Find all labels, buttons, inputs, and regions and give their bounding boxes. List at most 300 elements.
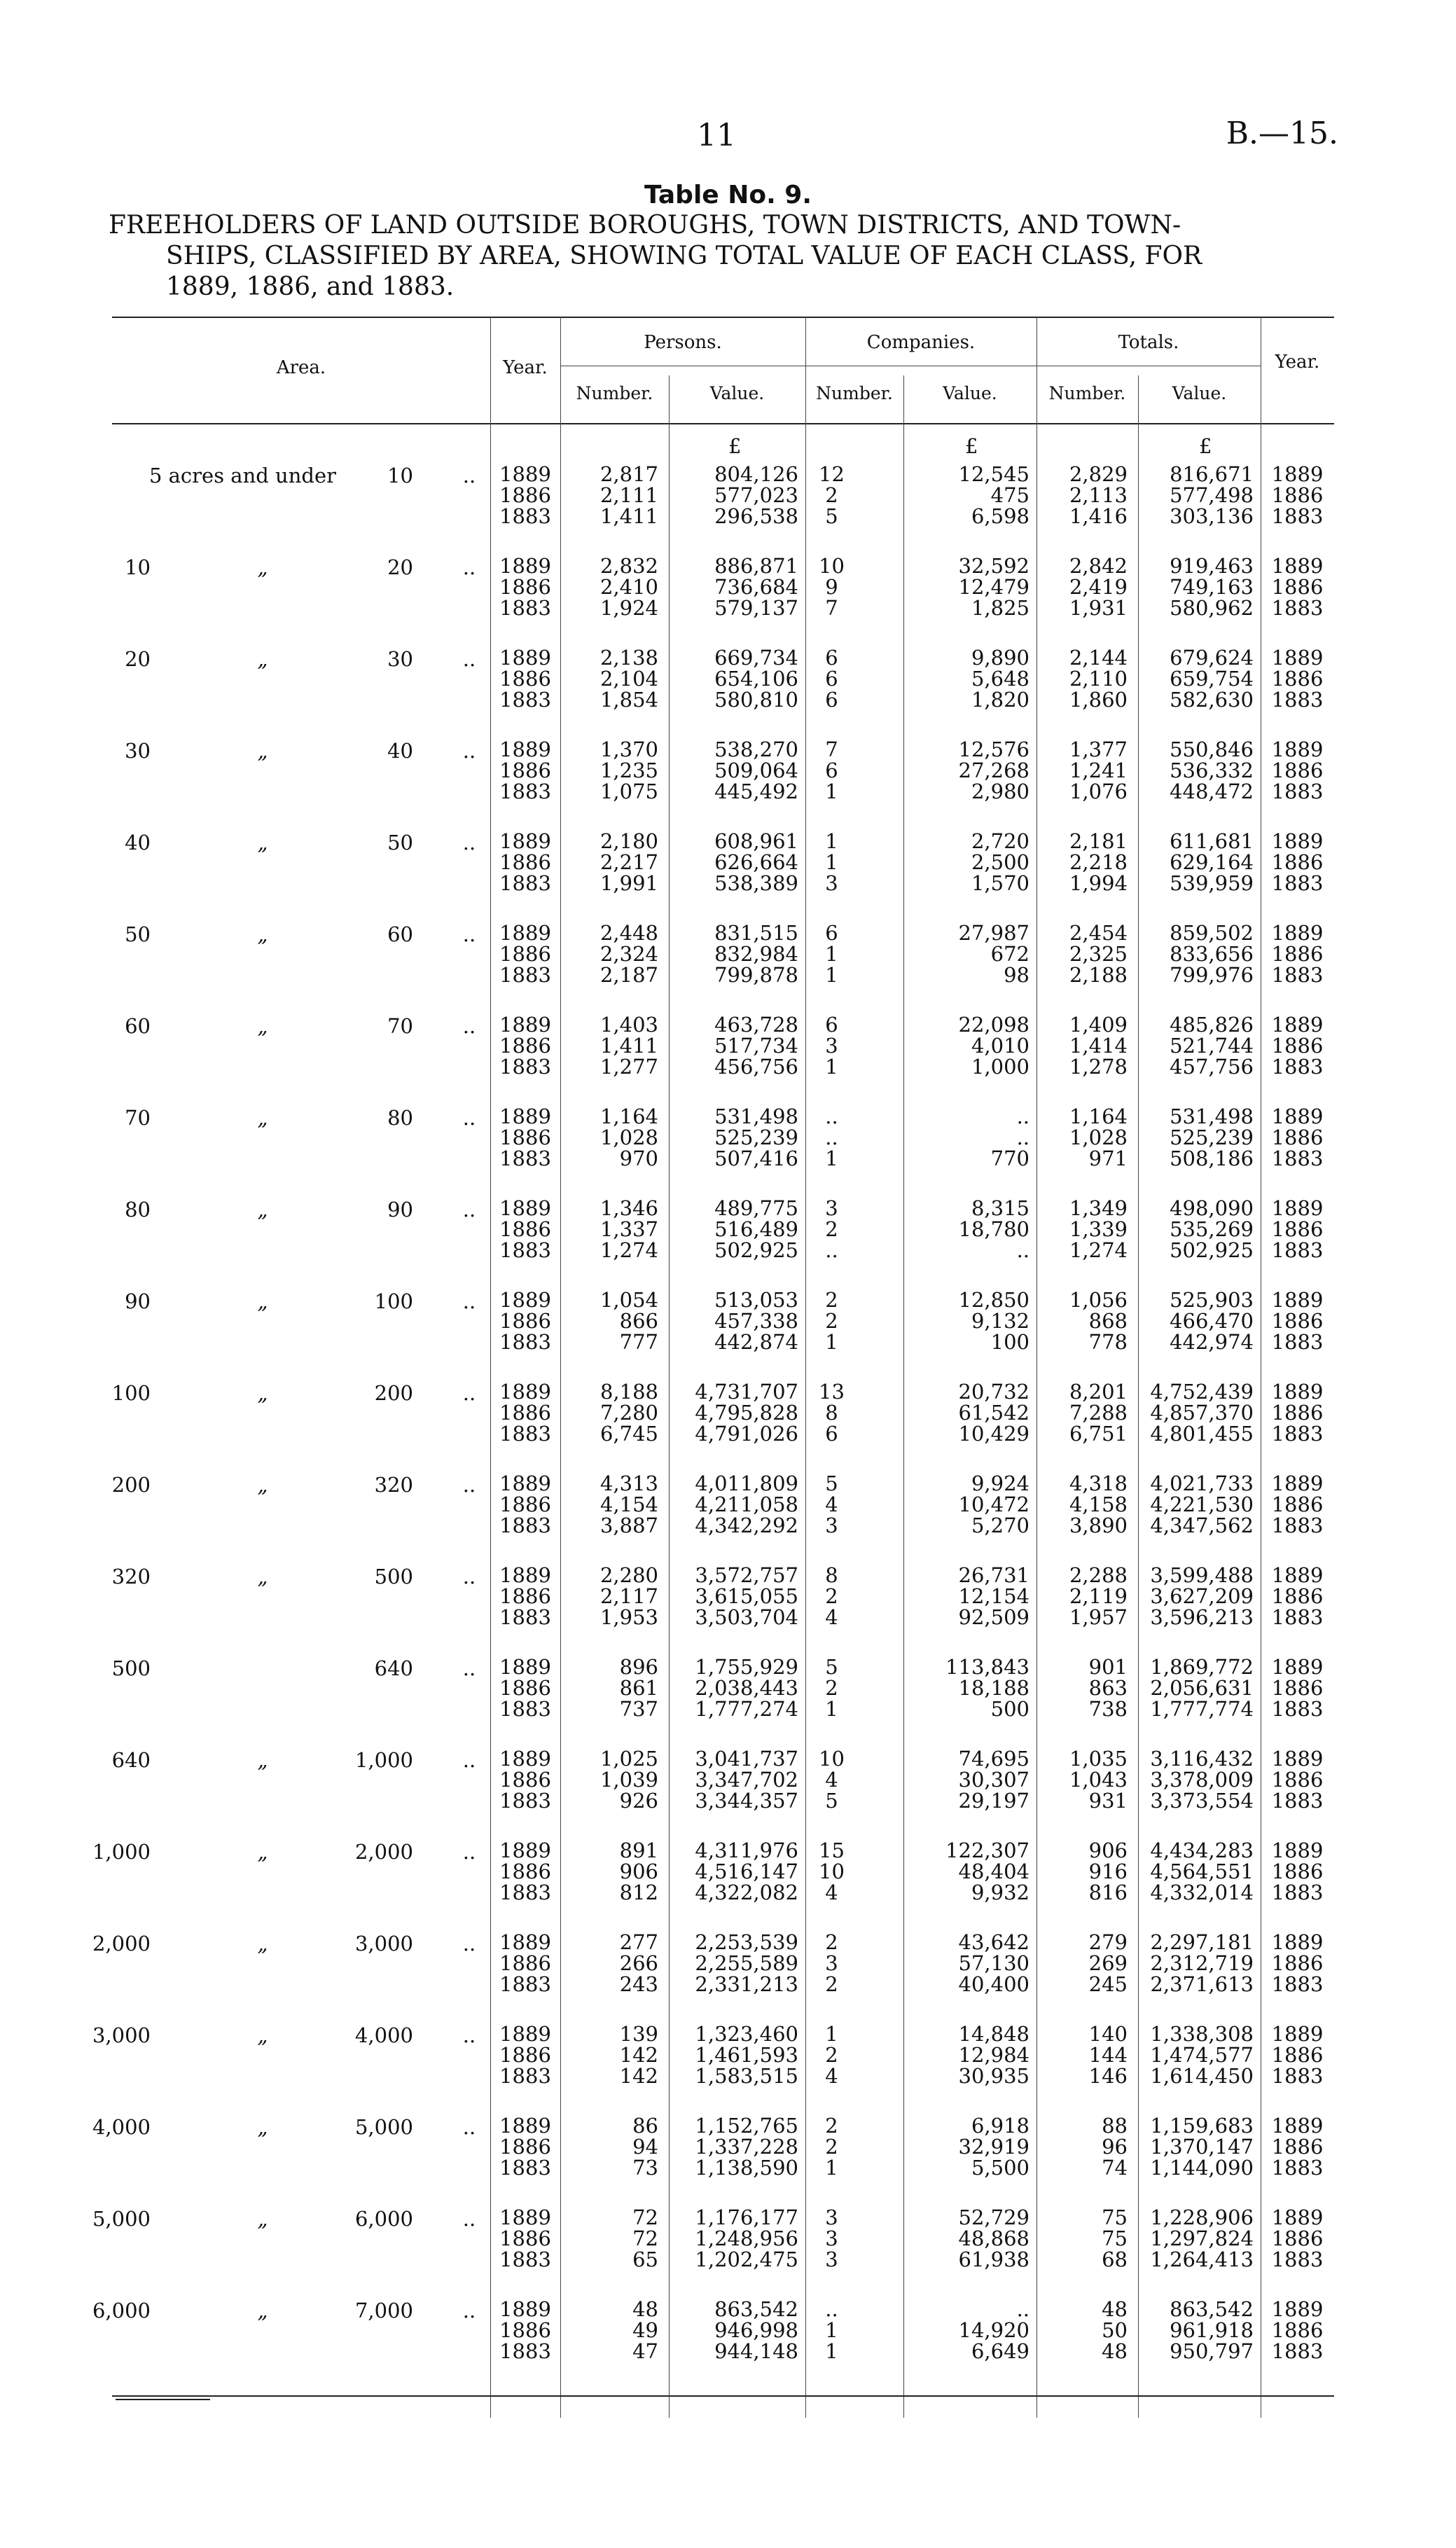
year-cell: 1883 — [499, 1881, 551, 1904]
totals-number-cell: 1,278 — [1069, 1055, 1128, 1079]
table-row-group — [92, 1930, 1334, 1996]
persons-value-column — [669, 647, 798, 710]
table-top-rule — [112, 317, 1334, 318]
leader-dots: .. — [462, 1932, 476, 1955]
year-cell: 1883 — [499, 1697, 551, 1721]
year-cell: 1886 — [499, 2043, 551, 2067]
persons-value-cell: 4,795,828 — [695, 1401, 798, 1425]
year-cell: 1889 — [499, 1105, 551, 1128]
year-right-cell: 1883 — [1271, 2339, 1324, 2363]
persons-value-cell: 3,615,055 — [695, 1584, 798, 1608]
companies-number-cell: 2 — [825, 2043, 838, 2067]
header-year-right: Year. — [1275, 352, 1320, 373]
persons-value-cell: 1,176,177 — [695, 2206, 798, 2229]
companies-number-cell: 6 — [825, 1013, 838, 1037]
leader-dots: .. — [462, 1473, 476, 1497]
companies-value-cell: 48,868 — [958, 2227, 1029, 2250]
year-right-column — [1261, 1198, 1334, 1261]
totals-number-cell: 2,218 — [1069, 850, 1128, 874]
persons-number-cell: 7,280 — [599, 1401, 658, 1425]
companies-value-cell: 27,987 — [958, 921, 1029, 945]
totals-value-cell: 4,752,439 — [1150, 1380, 1254, 1404]
totals-value-column — [1138, 2115, 1254, 2178]
totals-value-cell: 863,542 — [1170, 2297, 1254, 2321]
year-column — [490, 1106, 560, 1169]
companies-number-cell: 6 — [825, 688, 838, 712]
year-cell: 1886 — [499, 483, 551, 507]
area-ditto-mark: „ — [257, 1840, 268, 1864]
area-ditto-mark: „ — [257, 1473, 268, 1497]
persons-number-cell: 65 — [632, 2248, 658, 2271]
companies-value-cell: 30,307 — [958, 1768, 1029, 1792]
header-totals-number: Number. — [1048, 383, 1126, 403]
companies-number-cell: 4 — [825, 1493, 838, 1516]
leader-dots: .. — [462, 1381, 476, 1405]
area-to: 3,000 — [354, 1932, 413, 1955]
year-cell: 1889 — [499, 2022, 551, 2046]
year-right-cell: 1889 — [1271, 829, 1324, 853]
companies-number-cell: 3 — [825, 1951, 838, 1975]
companies-value-cell: 10,472 — [958, 1493, 1029, 1516]
companies-number-column — [805, 1106, 858, 1169]
companies-value-cell: 61,542 — [958, 1401, 1029, 1425]
companies-number-cell: 8 — [825, 1401, 838, 1425]
area-from: 200 — [111, 1473, 151, 1497]
table-row-group — [112, 1289, 1334, 1352]
companies-number-cell: 2 — [825, 1972, 838, 1996]
totals-number-cell: 738 — [1088, 1697, 1128, 1721]
totals-number-column — [1036, 1932, 1128, 1995]
persons-value-cell: 1,152,765 — [695, 2114, 798, 2138]
totals-number-column — [1036, 2115, 1128, 2178]
persons-number-cell: 1,953 — [599, 1605, 658, 1629]
persons-number-cell: 1,403 — [599, 1013, 658, 1037]
persons-number-cell: 1,075 — [599, 780, 658, 803]
area-to: 50 — [387, 831, 413, 854]
persons-value-column — [669, 1565, 798, 1628]
year-right-cell: 1886 — [1271, 1401, 1324, 1425]
area-from: 5,000 — [92, 2207, 151, 2231]
totals-number-column — [1036, 1014, 1128, 1077]
year-column — [490, 1932, 560, 1995]
companies-value-cell: 27,268 — [958, 759, 1029, 782]
companies-value-cell: .. — [1016, 2297, 1029, 2321]
totals-number-cell: 1,416 — [1069, 504, 1128, 528]
year-right-cell: 1883 — [1271, 596, 1324, 620]
totals-number-cell: 3,890 — [1069, 1514, 1128, 1537]
area-from: 5 acres and under — [148, 464, 336, 487]
totals-value-cell: 679,624 — [1170, 646, 1254, 670]
totals-value-cell: 577,498 — [1170, 483, 1254, 507]
persons-number-cell: 2,832 — [599, 554, 658, 578]
area-from: 60 — [125, 1014, 151, 1038]
persons-number-cell: 94 — [632, 2135, 658, 2159]
totals-value-cell: 580,962 — [1170, 596, 1254, 620]
year-right-column — [1261, 2115, 1334, 2178]
table-row-group — [112, 922, 1334, 985]
year-right-column — [1261, 1565, 1334, 1628]
companies-value-cell: 122,307 — [945, 1839, 1029, 1862]
totals-value-column — [1138, 2299, 1254, 2362]
leader-dots: .. — [462, 739, 476, 763]
persons-value-cell: 804,126 — [714, 462, 798, 486]
totals-number-column — [1036, 464, 1128, 527]
totals-value-cell: 950,797 — [1170, 2339, 1254, 2363]
year-column — [490, 1198, 560, 1261]
companies-number-column — [805, 1289, 858, 1352]
area-to: 2,000 — [354, 1840, 413, 1864]
area-from: 50 — [125, 922, 151, 946]
companies-value-cell: 26,731 — [958, 1563, 1029, 1587]
persons-value-cell: 736,684 — [714, 575, 798, 599]
year-right-cell: 1886 — [1271, 1126, 1324, 1149]
companies-value-column — [903, 1840, 1029, 1903]
totals-value-cell: 2,371,613 — [1150, 1972, 1254, 1996]
year-cell: 1886 — [499, 759, 551, 782]
year-right-cell: 1883 — [1271, 871, 1324, 895]
totals-value-cell: 919,463 — [1170, 554, 1254, 578]
persons-number-cell: 1,346 — [599, 1196, 658, 1220]
companies-value-cell: 40,400 — [958, 1972, 1029, 1996]
totals-number-column — [1036, 1565, 1128, 1628]
companies-value-cell: 12,154 — [958, 1584, 1029, 1608]
header-totals: Totals. — [1118, 332, 1179, 353]
persons-number-cell: 891 — [619, 1839, 658, 1862]
year-cell: 1883 — [499, 2339, 551, 2363]
totals-number-cell: 146 — [1088, 2064, 1128, 2088]
totals-value-cell: 457,756 — [1170, 1055, 1254, 1079]
persons-number-cell: 2,324 — [599, 942, 658, 966]
companies-value-cell: 92,509 — [958, 1605, 1029, 1629]
totals-number-cell: 1,957 — [1069, 1605, 1128, 1629]
leader-dots: .. — [462, 1748, 476, 1772]
leader-dots: .. — [462, 555, 476, 579]
totals-number-cell: 48 — [1102, 2297, 1128, 2321]
persons-number-column — [560, 1381, 658, 1444]
year-right-column — [1261, 2023, 1334, 2086]
totals-value-cell: 961,918 — [1170, 2318, 1254, 2342]
area-to: 100 — [374, 1289, 413, 1313]
totals-value-cell: 536,332 — [1170, 759, 1254, 782]
persons-value-column — [669, 2115, 798, 2178]
companies-number-cell: 1 — [825, 2022, 838, 2046]
totals-number-cell: 778 — [1088, 1330, 1128, 1354]
currency-companies: £ — [965, 434, 978, 458]
area-from: 1,000 — [92, 1840, 151, 1864]
year-right-column — [1261, 464, 1334, 527]
leader-dots: .. — [462, 464, 476, 487]
companies-number-cell: 5 — [825, 1655, 838, 1679]
table-row-group — [92, 2114, 1334, 2180]
totals-number-cell: 88 — [1102, 2114, 1128, 2138]
year-right-column — [1261, 1106, 1334, 1169]
companies-value-cell: 32,592 — [958, 554, 1029, 578]
persons-number-cell: 86 — [632, 2114, 658, 2138]
year-cell: 1883 — [499, 1422, 551, 1446]
companies-value-cell: 57,130 — [958, 1951, 1029, 1975]
year-cell: 1889 — [499, 2297, 551, 2321]
companies-value-cell: 2,720 — [971, 829, 1029, 853]
companies-value-cell: 5,270 — [971, 1514, 1029, 1537]
area-ditto-mark: „ — [257, 1565, 268, 1588]
totals-value-cell: 2,056,631 — [1150, 1676, 1254, 1700]
year-column — [490, 1565, 560, 1628]
companies-value-cell: 1,820 — [971, 688, 1029, 712]
header-persons: Persons. — [644, 332, 722, 353]
companies-number-column — [805, 1014, 858, 1077]
persons-value-cell: 445,492 — [714, 780, 798, 803]
persons-number-cell: 277 — [619, 1930, 658, 1954]
totals-value-cell: 4,857,370 — [1150, 1401, 1254, 1425]
year-right-cell: 1886 — [1271, 942, 1324, 966]
persons-number-column — [560, 1198, 658, 1261]
persons-value-column — [669, 739, 798, 802]
persons-number-cell: 970 — [619, 1147, 658, 1170]
companies-number-column — [805, 739, 858, 802]
companies-value-column — [903, 1748, 1029, 1811]
persons-value-cell: 3,572,757 — [695, 1563, 798, 1587]
persons-number-column — [560, 2299, 658, 2362]
companies-value-cell: 30,935 — [958, 2064, 1029, 2088]
companies-value-cell: 500 — [990, 1697, 1029, 1721]
year-cell: 1883 — [499, 688, 551, 712]
year-cell: 1886 — [499, 2318, 551, 2342]
totals-number-cell: 1,241 — [1069, 759, 1128, 782]
companies-number-column — [805, 2299, 858, 2362]
persons-number-cell: 2,448 — [599, 921, 658, 945]
companies-value-column — [903, 1932, 1029, 1995]
area-to: 70 — [387, 1014, 413, 1038]
persons-value-cell: 3,041,737 — [695, 1747, 798, 1771]
persons-number-cell: 896 — [619, 1655, 658, 1679]
year-cell: 1883 — [499, 1789, 551, 1813]
year-cell: 1889 — [499, 2114, 551, 2138]
companies-value-column — [903, 1473, 1029, 1536]
year-right-cell: 1886 — [1271, 1951, 1324, 1975]
year-cell: 1886 — [499, 1217, 551, 1241]
totals-value-cell: 3,599,488 — [1150, 1563, 1254, 1587]
year-cell: 1886 — [499, 667, 551, 691]
persons-value-cell: 538,389 — [714, 871, 798, 895]
companies-number-cell: 5 — [825, 1789, 838, 1813]
totals-number-column — [1036, 2207, 1128, 2270]
companies-value-cell: 5,648 — [971, 667, 1029, 691]
area-to: 200 — [374, 1381, 413, 1405]
companies-number-cell: 1 — [825, 2156, 838, 2180]
year-right-cell: 1889 — [1271, 1380, 1324, 1404]
totals-value-cell: 1,370,147 — [1150, 2135, 1254, 2159]
totals-value-cell: 1,474,577 — [1150, 2043, 1254, 2067]
leader-dots: .. — [462, 2115, 476, 2139]
persons-number-column — [560, 1014, 658, 1077]
companies-value-cell: 10,429 — [958, 1422, 1029, 1446]
companies-number-cell: 1 — [825, 780, 838, 803]
totals-number-cell: 279 — [1088, 1930, 1128, 1954]
totals-number-column — [1036, 1381, 1128, 1444]
totals-number-cell: 4,318 — [1069, 1472, 1128, 1495]
year-right-cell: 1886 — [1271, 575, 1324, 599]
year-right-column — [1261, 1014, 1334, 1077]
persons-number-cell: 926 — [619, 1789, 658, 1813]
totals-value-column — [1138, 647, 1254, 710]
year-cell: 1889 — [499, 1472, 551, 1495]
companies-number-cell: 1 — [825, 1697, 838, 1721]
year-right-cell: 1889 — [1271, 462, 1324, 486]
companies-value-cell: 18,188 — [958, 1676, 1029, 1700]
area-to: 30 — [387, 647, 413, 671]
companies-value-cell: 20,732 — [958, 1380, 1029, 1404]
persons-value-cell: 296,538 — [714, 504, 798, 528]
persons-value-column — [669, 1381, 798, 1444]
year-column — [490, 647, 560, 710]
persons-number-cell: 2,217 — [599, 850, 658, 874]
companies-number-column — [805, 647, 858, 710]
companies-value-cell: 113,843 — [945, 1655, 1029, 1679]
totals-number-cell: 2,181 — [1069, 829, 1128, 853]
year-cell: 1886 — [499, 1034, 551, 1058]
persons-value-cell: 669,734 — [714, 646, 798, 670]
area-to: 40 — [387, 739, 413, 763]
companies-value-cell: 9,924 — [971, 1472, 1029, 1495]
companies-value-column — [903, 1565, 1029, 1628]
year-cell: 1889 — [499, 462, 551, 486]
area-to: 20 — [387, 555, 413, 579]
totals-number-column — [1036, 1748, 1128, 1811]
companies-value-cell: 9,932 — [971, 1881, 1029, 1904]
table-row-group — [112, 1473, 1334, 1536]
totals-number-cell: 6,751 — [1069, 1422, 1128, 1446]
persons-number-cell: 737 — [619, 1697, 658, 1721]
area-from: 640 — [111, 1748, 151, 1772]
year-right-cell: 1883 — [1271, 1972, 1324, 1996]
table-row-group — [112, 647, 1334, 710]
table-row-group — [92, 2022, 1334, 2088]
area-to: 60 — [387, 922, 413, 946]
header-persons-value: Value. — [709, 383, 765, 403]
companies-value-column — [903, 2115, 1029, 2178]
totals-value-cell: 3,373,554 — [1150, 1789, 1254, 1813]
companies-number-cell: 10 — [819, 1860, 845, 1883]
totals-number-cell: 144 — [1088, 2043, 1128, 2067]
companies-number-column — [805, 922, 858, 985]
year-right-column — [1261, 1656, 1334, 1719]
persons-value-cell: 4,342,292 — [695, 1514, 798, 1537]
companies-value-cell: 6,649 — [971, 2339, 1029, 2363]
caption-line-1: FREEHOLDERS OF LAND OUTSIDE BOROUGHS, TOWN DISTRICTS, AND TOWN- — [109, 211, 1181, 240]
year-column — [490, 1656, 560, 1719]
companies-value-column — [903, 831, 1029, 894]
year-column — [490, 464, 560, 527]
companies-number-cell: 1 — [825, 2318, 838, 2342]
totals-value-column — [1138, 464, 1254, 527]
persons-number-cell: 1,039 — [599, 1768, 658, 1792]
totals-number-cell: 1,994 — [1069, 871, 1128, 895]
persons-value-cell: 2,255,589 — [695, 1951, 798, 1975]
totals-number-cell: 74 — [1102, 2156, 1128, 2180]
companies-number-cell: 1 — [825, 850, 838, 874]
persons-value-column — [669, 2207, 798, 2270]
table-row-group — [112, 831, 1334, 894]
totals-number-cell: 916 — [1088, 1860, 1128, 1883]
companies-value-cell: 2,980 — [971, 780, 1029, 803]
year-right-cell: 1889 — [1271, 2114, 1324, 2138]
year-right-cell: 1889 — [1271, 1472, 1324, 1495]
companies-number-cell: 3 — [825, 1514, 838, 1537]
area-ditto-mark: „ — [257, 1106, 268, 1130]
persons-value-cell: 3,347,702 — [695, 1768, 798, 1792]
persons-number-cell: 6,745 — [599, 1422, 658, 1446]
persons-value-cell: 507,416 — [714, 1147, 798, 1170]
area-ditto-mark: „ — [257, 2115, 268, 2139]
year-right-cell: 1886 — [1271, 2043, 1324, 2067]
companies-number-cell: 3 — [825, 2206, 838, 2229]
year-right-column — [1261, 1748, 1334, 1811]
persons-value-cell: 1,583,515 — [695, 2064, 798, 2088]
companies-number-column — [805, 1565, 858, 1628]
year-column — [490, 1473, 560, 1536]
totals-value-column — [1138, 1656, 1254, 1719]
totals-value-cell: 535,269 — [1170, 1217, 1254, 1241]
totals-number-column — [1036, 1198, 1128, 1261]
totals-number-cell: 868 — [1088, 1309, 1128, 1333]
totals-value-cell: 2,297,181 — [1150, 1930, 1254, 1954]
year-right-cell: 1883 — [1271, 1330, 1324, 1354]
persons-value-cell: 2,038,443 — [695, 1676, 798, 1700]
year-cell: 1889 — [499, 1747, 551, 1771]
persons-number-cell: 866 — [619, 1309, 658, 1333]
year-right-column — [1261, 555, 1334, 618]
companies-value-cell: 6,918 — [971, 2114, 1029, 2138]
totals-value-cell: 539,959 — [1170, 871, 1254, 895]
area-to: 500 — [374, 1565, 413, 1588]
header-companies-value: Value. — [943, 383, 997, 403]
persons-value-cell: 4,731,707 — [695, 1380, 798, 1404]
totals-number-cell: 1,349 — [1069, 1196, 1128, 1220]
year-right-cell: 1889 — [1271, 1930, 1324, 1954]
area-from: 4,000 — [92, 2115, 151, 2139]
companies-number-cell: 1 — [825, 1330, 838, 1354]
companies-number-cell: 4 — [825, 1605, 838, 1629]
totals-value-column — [1138, 1198, 1254, 1261]
companies-value-cell: .. — [1016, 1105, 1029, 1128]
persons-number-column — [560, 1289, 658, 1352]
companies-number-cell: 10 — [819, 554, 845, 578]
companies-value-column — [903, 922, 1029, 985]
area-to: 640 — [374, 1656, 413, 1680]
leader-dots: .. — [462, 2023, 476, 2047]
companies-value-column — [903, 2023, 1029, 2086]
totals-value-cell: 525,903 — [1170, 1288, 1254, 1312]
totals-value-column — [1138, 739, 1254, 802]
year-column — [490, 2023, 560, 2086]
companies-number-cell: 1 — [825, 963, 838, 987]
totals-number-cell: 2,829 — [1069, 462, 1128, 486]
totals-value-column — [1138, 922, 1254, 985]
year-right-cell: 1889 — [1271, 1747, 1324, 1771]
totals-number-cell: 1,028 — [1069, 1126, 1128, 1149]
companies-number-cell: 1 — [825, 942, 838, 966]
totals-number-column — [1036, 1106, 1128, 1169]
year-cell: 1886 — [499, 1126, 551, 1149]
totals-value-cell: 1,144,090 — [1150, 2156, 1254, 2180]
persons-value-cell: 577,023 — [714, 483, 798, 507]
persons-value-cell: 4,322,082 — [695, 1881, 798, 1904]
totals-number-column — [1036, 831, 1128, 894]
totals-number-column — [1036, 2023, 1128, 2086]
header-persons-number: Number. — [576, 383, 653, 403]
year-right-cell: 1883 — [1271, 1147, 1324, 1170]
leader-dots: .. — [462, 1198, 476, 1221]
